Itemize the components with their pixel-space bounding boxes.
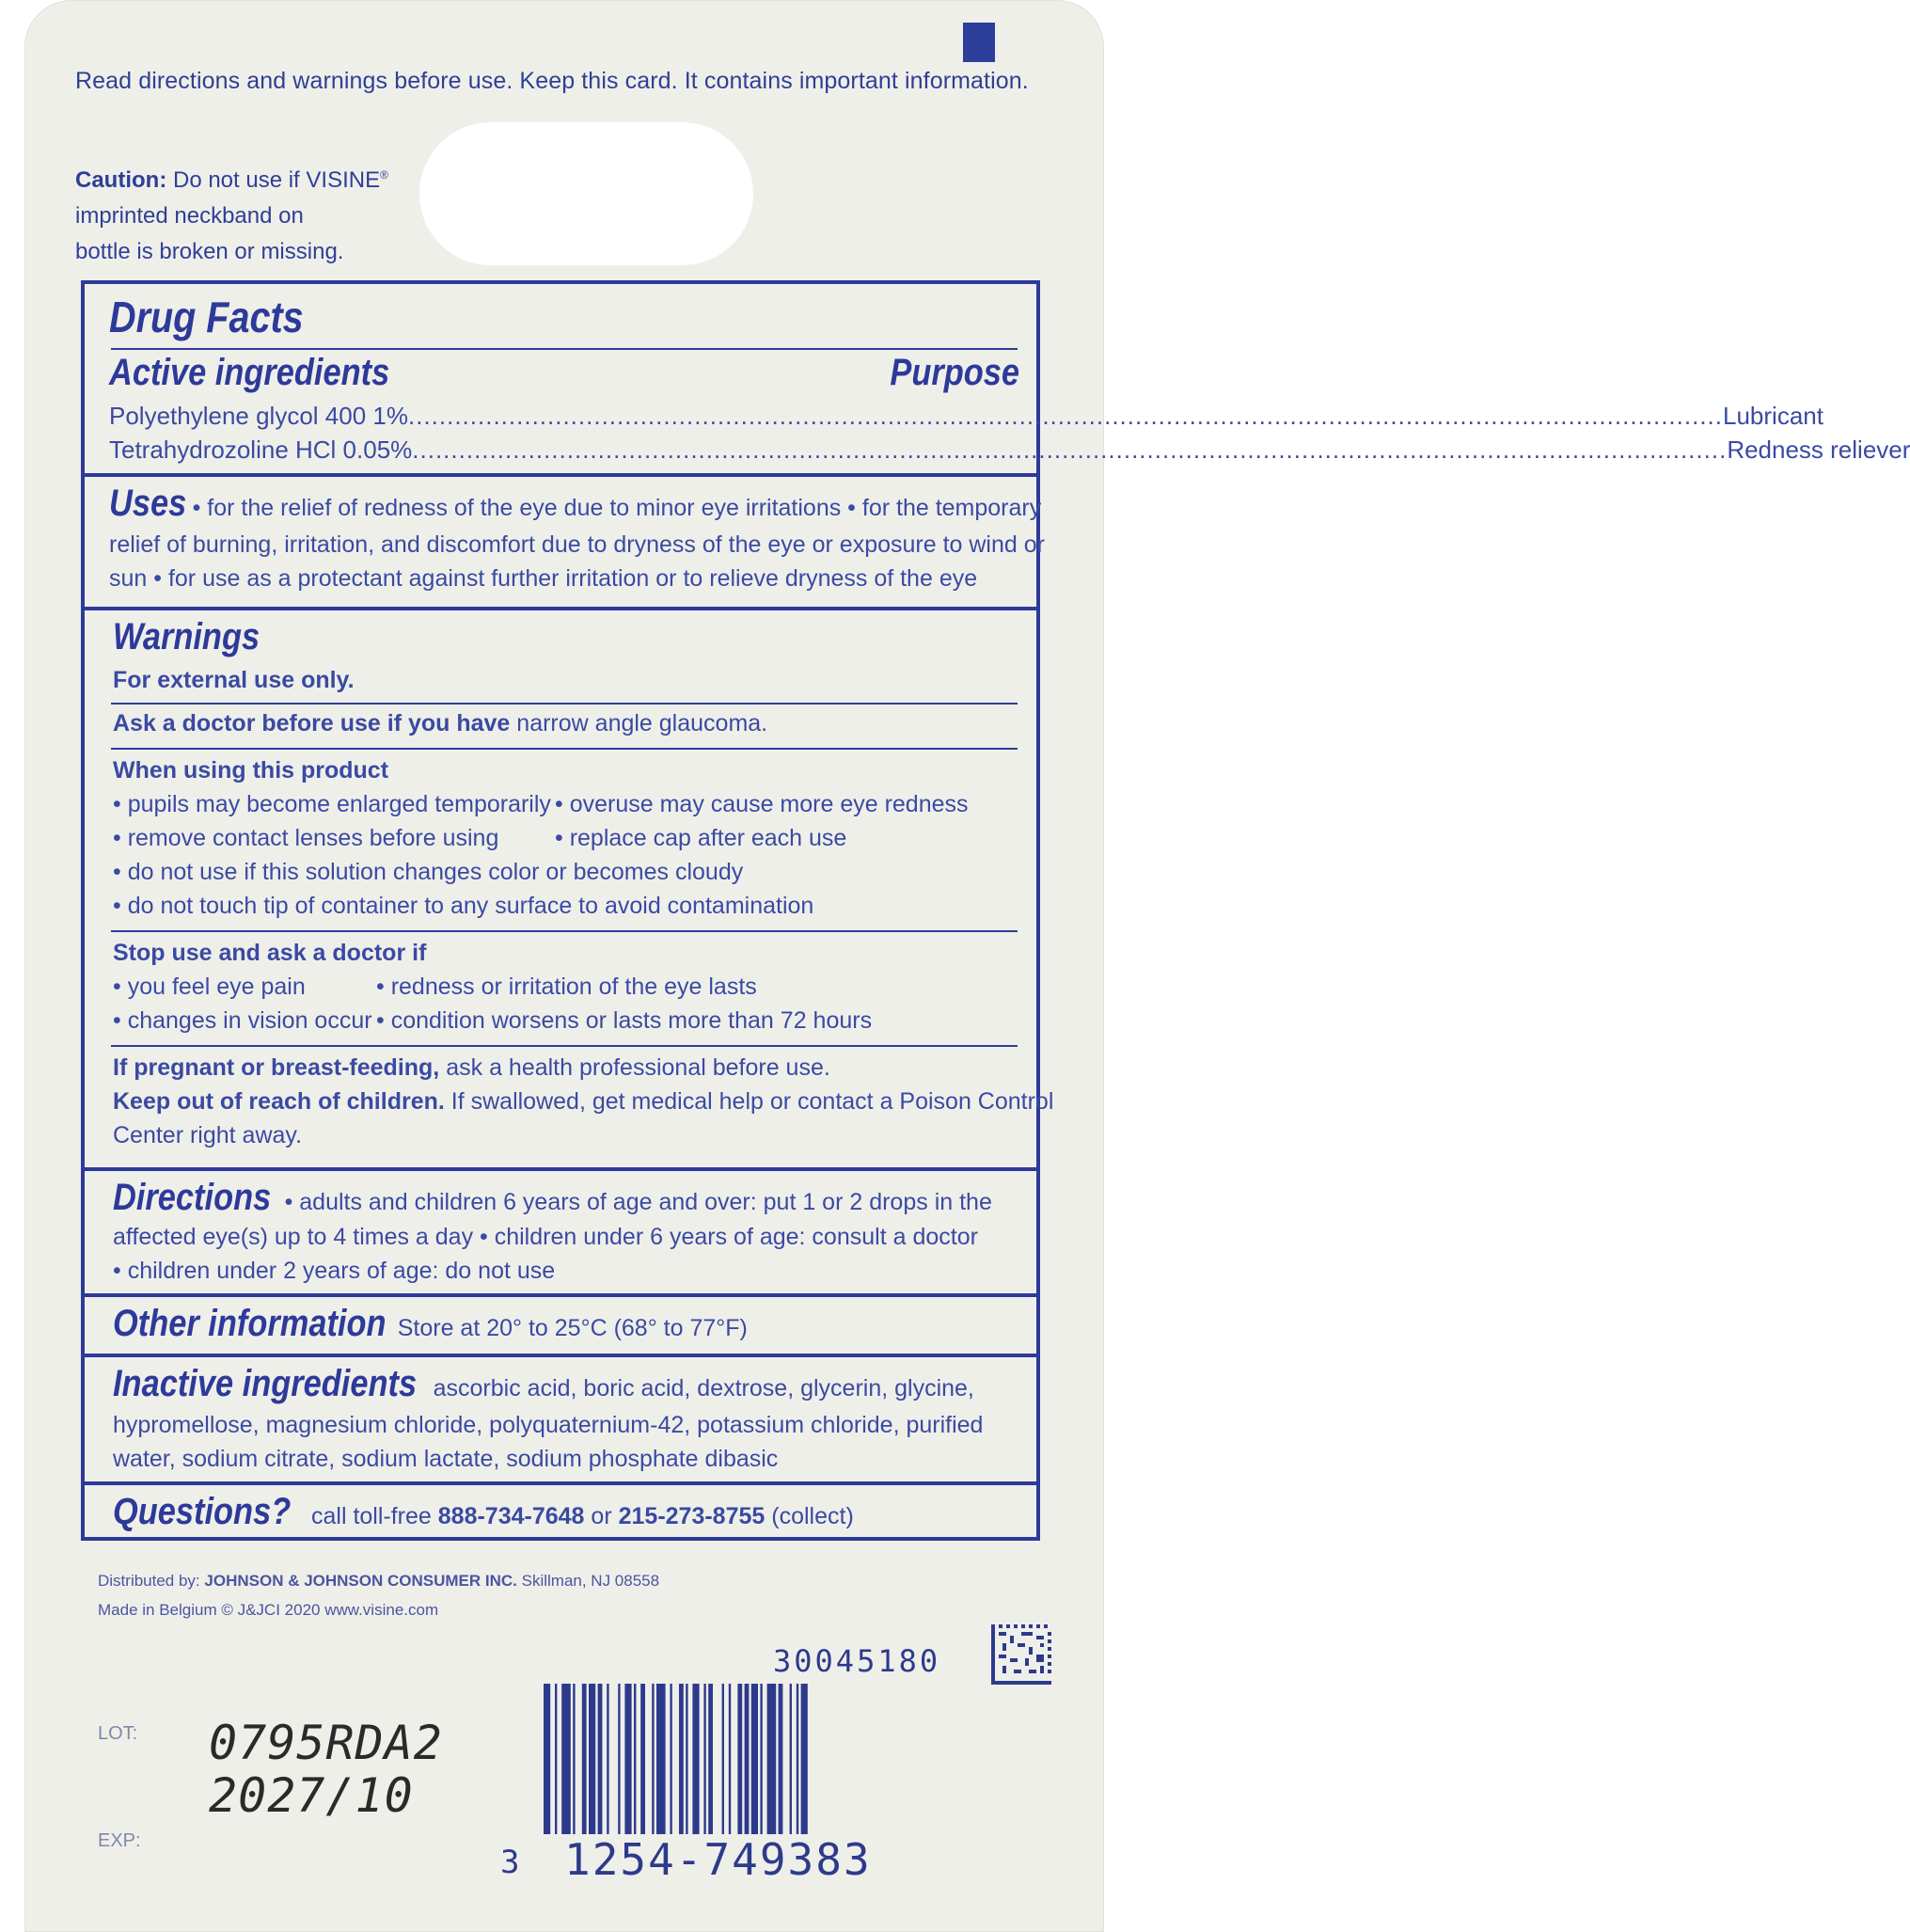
barcode-bar: [607, 1684, 608, 1834]
lot-number: 0795RDA2: [209, 1716, 443, 1770]
barcode-bar: [544, 1684, 550, 1834]
keep-out-line-2: Center right away.: [113, 1122, 303, 1148]
barcode-bar: [767, 1684, 777, 1834]
warnings-rule: [111, 930, 1018, 932]
directions-line-3: • children under 2 years of age: do not use: [113, 1258, 556, 1284]
distributor-line: Distributed by: JOHNSON & JOHNSON CONSUMER INC. Skillman, NJ 08558: [98, 1572, 660, 1590]
inactive-line-1: Inactive ingredients ascorbic acid, boric acid, dextrose, glycerin, glycine,: [113, 1363, 974, 1404]
barcode-bar: [751, 1684, 758, 1834]
directions-heading: Directions: [113, 1177, 272, 1218]
when-using-heading: When using this product: [113, 757, 389, 784]
barcode-bar: [692, 1684, 699, 1834]
questions-line: Questions? call toll-free 888-734-7648 or 215-273-8755 (collect): [113, 1491, 854, 1532]
made-in-line: Made in Belgium © J&JCI 2020 www.visine.com: [98, 1601, 439, 1619]
barcode-bar: [737, 1684, 742, 1834]
caution-notice: [75, 157, 414, 270]
barcode-bar: [589, 1684, 595, 1834]
barcode-bar: [790, 1684, 792, 1834]
barcode-bar: [760, 1684, 762, 1834]
stop-use-item: • you feel eye pain: [113, 974, 306, 1000]
data-matrix-code: [991, 1624, 1051, 1685]
drug-facts-panel: [81, 280, 1910, 1541]
barcode-prefix-digit: 3: [500, 1844, 520, 1881]
directions-section: [85, 1171, 1036, 1297]
barcode-bar: [686, 1684, 687, 1834]
ingredient-purpose: Lubricant: [1723, 402, 1823, 430]
barcode-bar: [708, 1684, 713, 1834]
inactive-line-2: hypromellose, magnesium chloride, polyquaternium-42, potassium chloride, purified: [113, 1412, 984, 1438]
barcode-bar: [561, 1684, 571, 1834]
barcode-bar: [652, 1684, 654, 1834]
expiration-date: 2027/10: [209, 1768, 414, 1823]
lot-label: LOT:: [98, 1723, 138, 1744]
uses-line-3: sun • for use as a protectant against further irritation or to relieve dryness of the eye: [109, 565, 978, 592]
barcode-bar: [670, 1684, 671, 1834]
product-code: 30045180: [773, 1643, 941, 1679]
exp-label: EXP:: [98, 1830, 141, 1851]
barcode-number: 1254-749383: [564, 1834, 872, 1885]
ingredient-name: Polyethylene glycol 400 1%: [109, 402, 408, 430]
barcode-bar: [624, 1684, 631, 1834]
other-information-section: [85, 1297, 1036, 1357]
inactive-ingredients-heading: Inactive ingredients: [113, 1363, 418, 1404]
keep-out-line: Keep out of reach of children. If swallowed, get medical help or contact a Poison Control: [113, 1088, 1054, 1115]
leader-dots: ..........................................................................................................................................................................: [412, 435, 1728, 464]
pregnant-line: If pregnant or breast-feeding, ask a health professional before use.: [113, 1054, 830, 1081]
drug-facts-title: Drug Facts: [109, 293, 304, 341]
directions-line-2: affected eye(s) up to 4 times a day • children under 6 years of age: consult a doctor: [113, 1224, 978, 1250]
uses-line-1: Uses • for the relief of redness of the eye due to minor eye irritations • for the temporary: [109, 483, 1042, 524]
uses-section: [85, 477, 1045, 610]
when-using-item: • overuse may cause more eye redness: [555, 791, 969, 817]
barcode-bar: [555, 1684, 557, 1834]
purpose-heading: Purpose: [890, 352, 1019, 393]
questions-section: [85, 1485, 1036, 1541]
phone-number: 215-273-8755: [618, 1503, 766, 1529]
when-using-item: • remove contact lenses before using: [113, 825, 499, 851]
warnings-rule: [111, 1045, 1018, 1047]
caution-text-2: imprinted neckband on: [75, 203, 304, 229]
warnings-heading: Warnings: [113, 616, 260, 657]
stop-use-item: • condition worsens or lasts more than 72 hours: [376, 1007, 873, 1034]
ingredient-row: [109, 435, 1910, 465]
stop-use-heading: Stop use and ask a doctor if: [113, 940, 427, 966]
inactive-line-3: water, sodium citrate, sodium lactate, sodium phosphate dibasic: [113, 1446, 779, 1472]
stop-use-item: • redness or irritation of the eye lasts: [376, 974, 757, 1000]
other-information-line: Other information Store at 20° to 25°C (68° to 77°F): [113, 1303, 748, 1344]
other-information-heading: Other information: [113, 1303, 387, 1344]
active-ingredients-section: [85, 284, 1910, 477]
barcode: [544, 1684, 939, 1853]
external-use-notice: For external use only.: [113, 667, 355, 693]
read-directions-notice: Read directions and warnings before use. Keep this card. It contains important information.: [75, 68, 1029, 94]
active-ingredients-heading: Active ingredients: [109, 352, 390, 393]
when-using-item: • replace cap after each use: [555, 825, 847, 851]
hang-hole: [419, 122, 753, 265]
when-using-item: • do not use if this solution changes color or becomes cloudy: [113, 859, 744, 885]
phone-number: 888-734-7648: [437, 1503, 585, 1529]
uses-line-2: relief of burning, irritation, and discomfort due to dryness of the eye or exposure to wind or: [109, 531, 1045, 558]
barcode-bar: [573, 1684, 575, 1834]
barcode-bar: [745, 1684, 750, 1834]
questions-heading: Questions?: [113, 1491, 292, 1532]
stop-use-item: • changes in vision occur: [113, 1007, 372, 1034]
barcode-bar: [729, 1684, 731, 1834]
inactive-ingredients-section: [85, 1357, 1036, 1485]
caution-text-1: Do not use if VISINE: [172, 167, 381, 193]
barcode-bar: [634, 1684, 636, 1834]
barcode-bar: [797, 1684, 798, 1834]
barcode-bar: [722, 1684, 724, 1834]
registered-mark: ®: [380, 168, 388, 182]
barcode-bar: [598, 1684, 603, 1834]
ingredient-purpose: Redness reliever: [1727, 435, 1910, 464]
barcode-bar: [656, 1684, 666, 1834]
barcode-bar: [640, 1684, 645, 1834]
barcode-bar: [582, 1684, 587, 1834]
barcode-bar: [618, 1684, 620, 1834]
corner-color-mark: [963, 23, 995, 62]
barcode-bar: [801, 1684, 808, 1834]
ask-doctor-line: Ask a doctor before use if you have narrow angle glaucoma.: [113, 710, 768, 736]
ingredient-name: Tetrahydrozoline HCl 0.05%: [109, 435, 413, 464]
barcode-bar: [779, 1684, 783, 1834]
uses-heading: Uses: [109, 483, 187, 524]
title-rule: [111, 348, 1018, 350]
when-using-item: • do not touch tip of container to any surface to avoid contamination: [113, 893, 814, 919]
barcode-bar: [703, 1684, 705, 1834]
barcode-bar: [679, 1684, 684, 1834]
caution-label: Caution:: [75, 167, 167, 193]
when-using-item: • pupils may become enlarged temporarily: [113, 791, 551, 817]
directions-line-1: Directions • adults and children 6 years of age and over: put 1 or 2 drops in the: [113, 1177, 992, 1218]
caution-text-3: bottle is broken or missing.: [75, 239, 344, 264]
warnings-rule: [111, 703, 1018, 705]
warnings-rule: [111, 748, 1018, 750]
leader-dots: ..........................................................................................................................................................................: [407, 402, 1724, 430]
ingredient-row: [109, 402, 1823, 431]
warnings-section: [85, 610, 1054, 1171]
